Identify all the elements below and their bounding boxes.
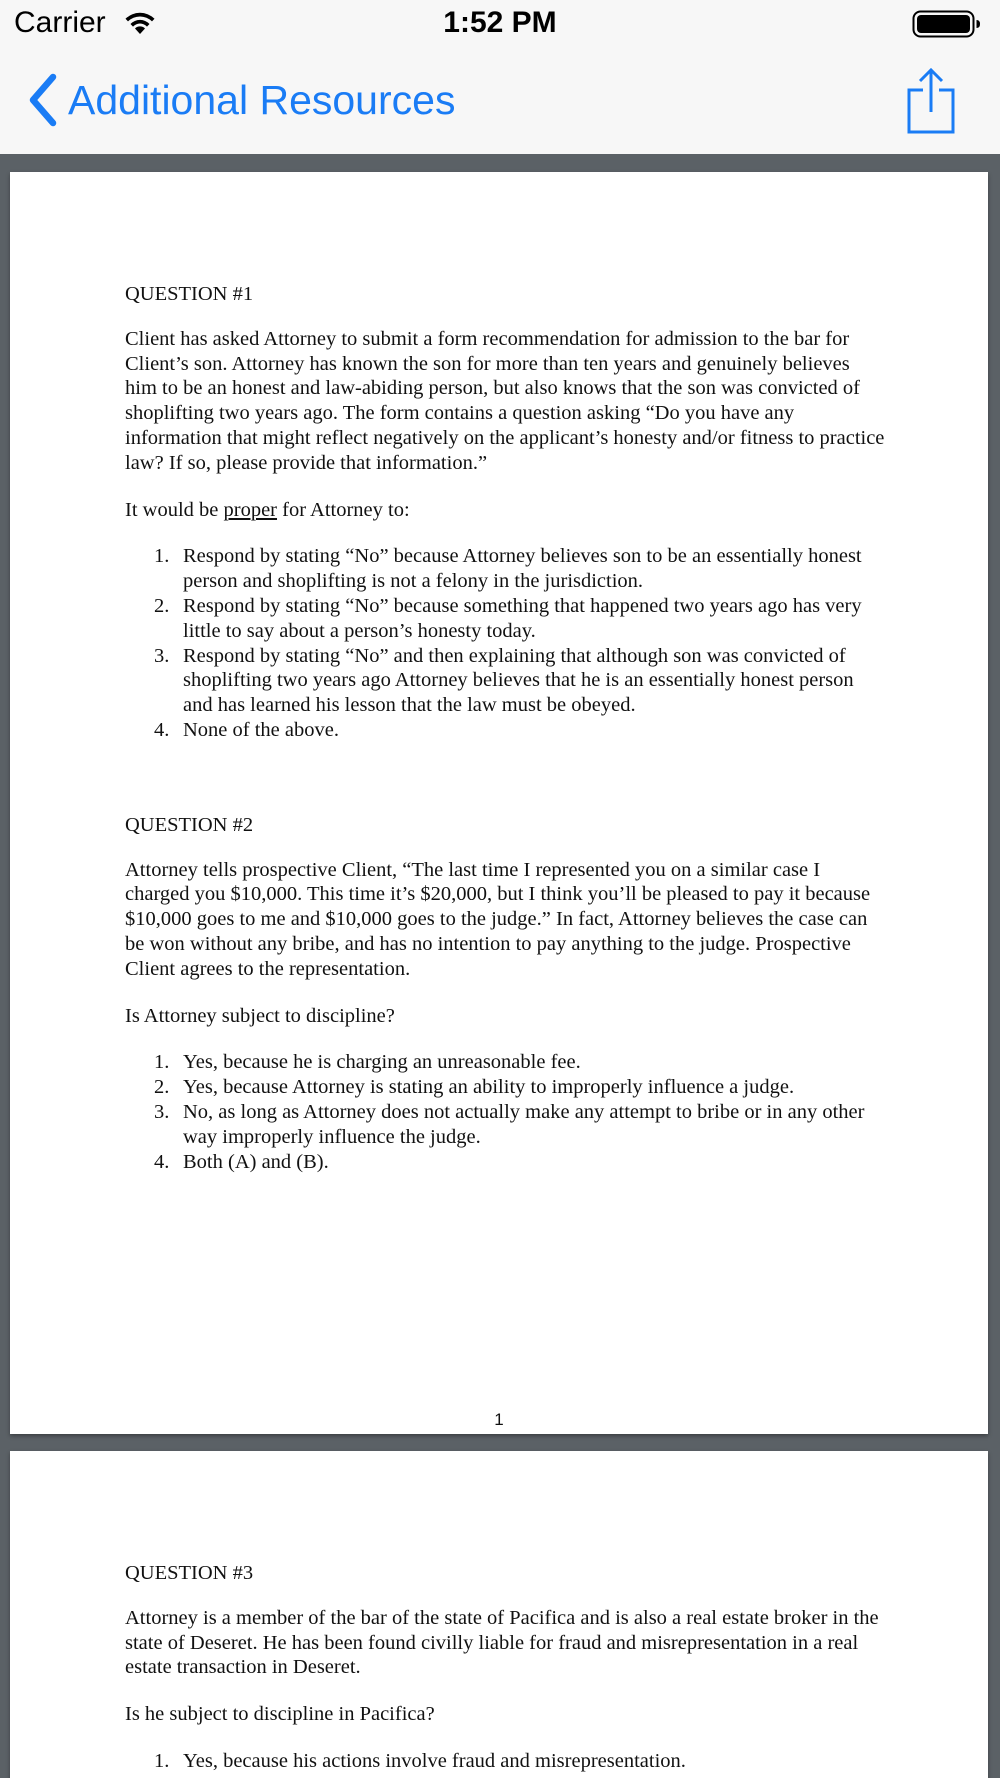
back-button[interactable] — [26, 70, 455, 130]
option-number: 1. — [154, 1051, 170, 1074]
chevron-left-icon — [26, 73, 60, 127]
question-paragraph: Attorney is a member of the bar of the state of Pacifica and is also a real estate broker in the state of Deseret. He has been found civilly liable for fraud and misrepresentation in a real estate transaction in Deseret. — [125, 1606, 879, 1679]
answer-option — [125, 1100, 885, 1150]
question-block — [125, 1561, 885, 1774]
answer-option — [125, 1075, 885, 1100]
option-number: 4. — [154, 1150, 170, 1173]
answer-option — [125, 644, 885, 718]
answer-options — [125, 544, 885, 742]
answer-option — [125, 718, 885, 743]
page-number: 1 — [494, 1410, 504, 1429]
battery-icon — [912, 10, 982, 38]
carrier-label: Carrier — [14, 6, 106, 39]
answer-option — [125, 1050, 885, 1075]
status-bar — [0, 0, 1000, 48]
option-text: None of the above. — [183, 718, 339, 741]
option-number: 3. — [154, 1100, 170, 1123]
document-page — [10, 172, 988, 1434]
option-text: Yes, because he is charging an unreasonable fee. — [183, 1051, 581, 1074]
navigation-bar — [0, 48, 1000, 154]
option-number: 1. — [154, 545, 170, 568]
option-number: 2. — [154, 594, 170, 617]
status-time: 1:52 PM — [443, 6, 557, 39]
answer-option — [125, 594, 885, 644]
question-title: QUESTION #2 — [125, 813, 254, 836]
question-stem: Is Attorney subject to discipline? — [125, 1004, 395, 1027]
answer-option — [125, 1749, 885, 1774]
stem-text: It would be — [125, 498, 224, 521]
question-stem — [125, 498, 885, 523]
option-number: 4. — [154, 718, 170, 741]
option-text: Yes, because Attorney is stating an ability to improperly influence a judge. — [183, 1076, 795, 1099]
stem-text: for Attorney to: — [277, 498, 410, 521]
option-text: Respond by stating “No” because something that happened two years ago has very little to say about a person’s honesty today. — [183, 594, 862, 642]
stem-underlined-word: proper — [223, 498, 278, 521]
option-number: 1. — [154, 1749, 170, 1772]
option-text: Respond by stating “No” because Attorney believes son to be an essentially honest person and shoplifting is not a felony in the jurisdiction. — [183, 545, 862, 593]
option-text: Yes, because his actions involve fraud and misrepresentation. — [183, 1749, 686, 1772]
option-text: No, as long as Attorney does not actually make any attempt to bribe or in any other way improperly influence the judge. — [183, 1100, 865, 1148]
question-paragraph: Client has asked Attorney to submit a form recommendation for admission to the bar for Client’s son. Attorney has known the son for more than ten years and genuinely believes him to be an honest and law-abiding person, but also knows that the son was convicted of shoplifting two years ago. The form contains a question asking “Do you have any information that might reflect negatively on the applicant’s honesty and/or fitness to practice law? If so, please provide that information.” — [125, 327, 885, 474]
question-title: QUESTION #1 — [125, 283, 254, 305]
question-stem: Is he subject to discipline in Pacifica? — [125, 1703, 435, 1726]
share-icon[interactable] — [906, 66, 956, 136]
answer-options — [125, 1050, 885, 1174]
question-block — [125, 282, 885, 743]
question-block — [125, 813, 885, 1175]
answer-options — [125, 1749, 885, 1774]
back-button-label: Additional Resources — [68, 76, 456, 123]
option-number: 3. — [154, 644, 170, 667]
document-viewer[interactable] — [0, 154, 1000, 1778]
document-page — [10, 1451, 988, 1778]
answer-option — [125, 544, 885, 594]
question-title: QUESTION #3 — [125, 1562, 254, 1584]
option-text: Respond by stating “No” and then explaining that although son was convicted of shoplifting two years ago Attorney believes that he is an essentially honest person and has learned his lesson that the law must be obeyed. — [183, 644, 854, 717]
option-text: Both (A) and (B). — [183, 1150, 329, 1173]
option-number: 2. — [154, 1076, 170, 1099]
answer-option — [125, 1150, 885, 1175]
question-paragraph: Attorney tells prospective Client, “The last time I represented you on a similar case I charged you $10,000. This time it’s $20,000, but I think you’ll be pleased to pay it because $10,000 goes to me and $10,000 goes to the judge.” In fact, Attorney believes the case can be won without any bribe, and has no intention to pay anything to the judge. Prospective Client agrees to the representation. — [125, 858, 871, 980]
